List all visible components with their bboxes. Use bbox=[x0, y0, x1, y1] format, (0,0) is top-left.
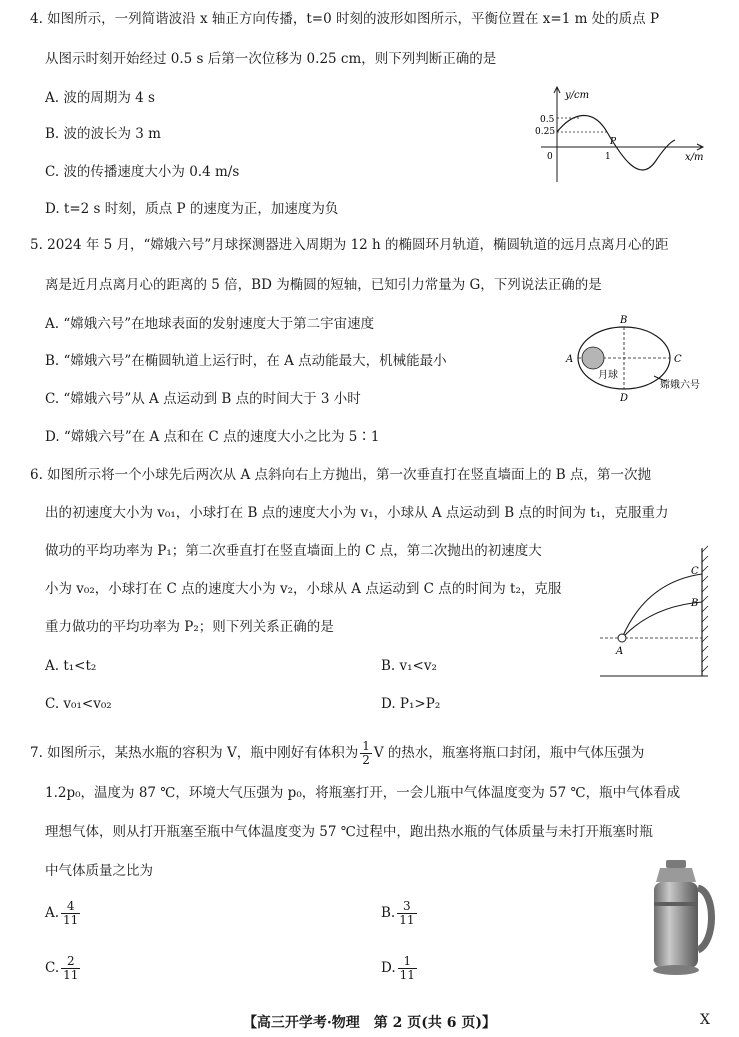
q4-fig-point: P bbox=[610, 137, 617, 147]
q5-fig-probe-label: 嫦娥六号 bbox=[660, 380, 700, 391]
q5-option-b: B. “嫦娥六号”在椭圆轨道上运行时，在 A 点动能最大，机械能最小 bbox=[45, 353, 447, 369]
q5-fig-moon-label: 月球 bbox=[598, 370, 618, 381]
q7-stem-line1-part-b: V 的热水，瓶塞将瓶口封闭，瓶中气体压强为 bbox=[373, 745, 645, 761]
q7-option-c-label: C. bbox=[45, 960, 60, 976]
q6-option-d: D. P₁>P₂ bbox=[381, 696, 441, 712]
q7-stem-line1-part-a: 7. 如图所示，某热水瓶的容积为 V，瓶中刚好有体积为 bbox=[30, 745, 359, 761]
q7-option-b bbox=[381, 900, 419, 927]
q4-wave-figure bbox=[535, 84, 720, 186]
q5-option-a: A. “嫦娥六号”在地球表面的发射速度大于第二宇宙速度 bbox=[45, 316, 375, 332]
q4-option-b: B. 波的波长为 3 m bbox=[45, 126, 161, 142]
q7-option-a-numerator: 4 bbox=[61, 900, 80, 914]
q6-option-c: C. v₀₁<v₀₂ bbox=[45, 696, 112, 712]
q7-option-b-numerator: 3 bbox=[397, 900, 416, 914]
q4-stem-line1: 4. 如图所示，一列简谐波沿 x 轴正方向传播，t=0 时刻的波形如图所示，平衡位置在 x=1 m 处的质点 P bbox=[30, 11, 660, 27]
q7-stem-line4: 中气体质量之比为 bbox=[45, 863, 153, 879]
q7-option-a bbox=[45, 900, 82, 927]
q7-option-c bbox=[45, 955, 82, 982]
q4-option-c: C. 波的传播速度大小为 0.4 m/s bbox=[45, 164, 240, 180]
q6-option-a: A. t₁<t₂ bbox=[45, 658, 97, 674]
q7-fraction-denominator: 2 bbox=[362, 753, 370, 767]
q7-option-d-denominator: 11 bbox=[399, 968, 415, 982]
q7-fraction-half bbox=[360, 740, 372, 767]
q5-orbit-figure bbox=[560, 312, 720, 408]
q5-fig-label-c: C bbox=[674, 354, 682, 365]
q7-option-c-fraction bbox=[61, 955, 80, 982]
q4-fig-y2: 0.25 bbox=[535, 127, 556, 137]
q6-stem-line5: 重力做功的平均功率为 P₂；则下列关系正确的是 bbox=[45, 619, 334, 635]
q7-option-d-label: D. bbox=[381, 960, 396, 976]
q6-fig-label-c: C bbox=[691, 566, 699, 577]
q7-option-d-fraction bbox=[398, 955, 417, 982]
q7-option-a-denominator: 11 bbox=[63, 913, 79, 927]
q7-fraction-numerator: 1 bbox=[362, 739, 370, 753]
q5-option-c: C. “嫦娥六号”从 A 点运动到 B 点的时间大于 3 小时 bbox=[45, 391, 361, 407]
thermos-bottle-image bbox=[640, 858, 720, 980]
footer-mark: X bbox=[700, 1012, 710, 1028]
q4-fig-origin: 0 bbox=[547, 152, 553, 162]
q6-option-b: B. v₁<v₂ bbox=[381, 658, 437, 674]
q6-stem-line3: 做功的平均功率为 P₁；第二次垂直打在竖直墙面上的 C 点，第二次抛出的初速度大 bbox=[45, 543, 542, 559]
q7-option-a-label: A. bbox=[45, 905, 60, 921]
q7-option-a-fraction bbox=[61, 900, 80, 927]
q4-fig-x1: 1 bbox=[605, 152, 611, 162]
q6-stem-line2: 出的初速度大小为 v₀₁，小球打在 B 点的速度大小为 v₁，小球从 A 点运动到 B 点的时间为 t₁，克服重力 bbox=[45, 505, 669, 521]
q7-stem-line2: 1.2p₀，温度为 87 ℃，环境大气压强为 p₀，将瓶塞打开，一会儿瓶中气体温度变为 57 ℃，瓶中气体看成 bbox=[45, 785, 681, 801]
q4-option-a: A. 波的周期为 4 s bbox=[45, 90, 155, 106]
q6-stem-line4: 小为 v₀₂，小球打在 C 点的速度大小为 v₂，小球从 A 点运动到 C 点的时间为 t₂，克服 bbox=[45, 581, 562, 597]
q4-fig-ylabel: y/cm bbox=[565, 90, 590, 101]
q7-option-b-label: B. bbox=[381, 905, 396, 921]
q6-fig-label-b: B bbox=[691, 598, 699, 609]
q5-stem-line1: 5. 2024 年 5 月，“嫦娥六号”月球探测器进入周期为 12 h 的椭圆环月轨道，椭圆轨道的远月点离月心的距 bbox=[30, 237, 669, 253]
q5-fig-label-a: A bbox=[566, 354, 574, 365]
q5-option-d: D. “嫦娥六号”在 A 点和在 C 点的速度大小之比为 5∶1 bbox=[45, 429, 380, 445]
q7-stem-line1 bbox=[30, 740, 644, 767]
q7-option-c-numerator: 2 bbox=[61, 955, 80, 969]
q7-option-c-denominator: 11 bbox=[63, 968, 79, 982]
q6-stem-line1: 6. 如图所示将一个小球先后两次从 A 点斜向右上方抛出，第一次垂直打在竖直墙面上的 B 点，第一次抛 bbox=[30, 467, 652, 483]
q4-stem-line2: 从图示时刻开始经过 0.5 s 后第一次位移为 0.25 cm，则下列判断正确的是 bbox=[45, 51, 497, 67]
q5-fig-label-b: B bbox=[620, 315, 628, 326]
q7-option-b-fraction bbox=[397, 900, 416, 927]
q6-fig-label-a: A bbox=[616, 646, 624, 657]
q5-stem-line2: 离是近月点离月心的距离的 5 倍，BD 为椭圆的短轴，已知引力常量为 G，下列说法正确的是 bbox=[45, 277, 602, 293]
q7-stem-line3: 理想气体，则从打开瓶塞至瓶中气体温度变为 57 ℃过程中，跑出热水瓶的气体质量与未打开瓶塞时瓶 bbox=[45, 824, 653, 840]
q4-fig-xlabel: x/m bbox=[685, 152, 704, 163]
q7-option-d bbox=[381, 955, 419, 982]
q4-option-d: D. t=2 s 时刻，质点 P 的速度为正，加速度为负 bbox=[45, 201, 339, 217]
footer-page-info: 【高三开学考·物理 第 2 页(共 6 页)】 bbox=[242, 1015, 497, 1031]
q5-fig-label-d: D bbox=[620, 393, 629, 404]
q7-option-b-denominator: 11 bbox=[399, 913, 415, 927]
q7-option-d-numerator: 1 bbox=[398, 955, 417, 969]
q4-fig-y1: 0.5 bbox=[540, 115, 555, 125]
q6-projectile-figure bbox=[596, 544, 714, 684]
